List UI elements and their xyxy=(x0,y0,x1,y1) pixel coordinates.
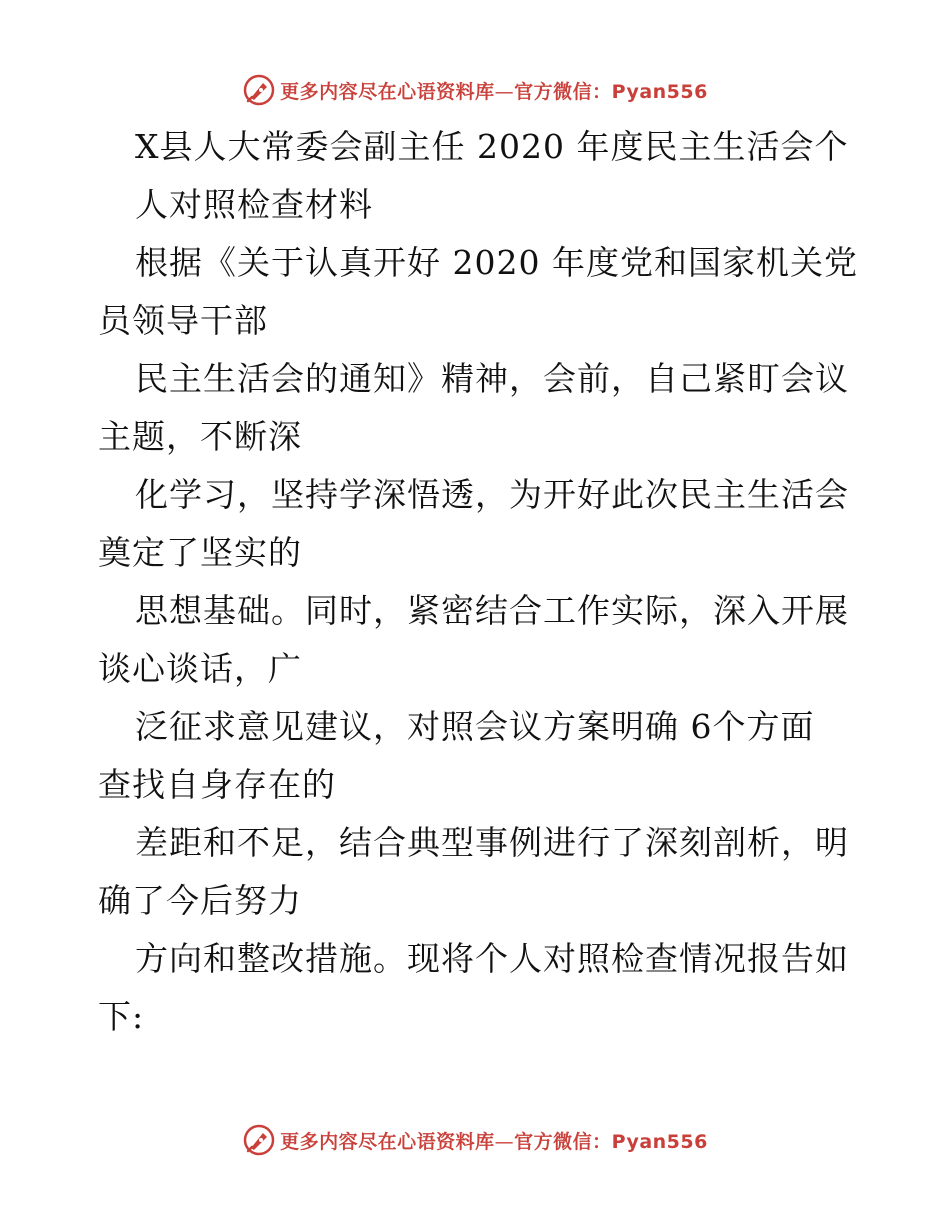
paragraph-line: 员领导干部 xyxy=(98,301,268,340)
paragraph-line: 查找自身存在的 xyxy=(98,765,336,804)
paragraph-line: 谈心谈话，广 xyxy=(98,649,302,688)
paragraph-line: 奠定了坚实的 xyxy=(98,533,302,572)
paragraph-line: 差距和不足，结合典型事例进行了深刻剖析，明 xyxy=(135,823,849,862)
paragraph-line: 民主生活会的通知》精神，会前，自己紧盯会议 xyxy=(135,359,849,398)
paragraph-line: 方向和整改措施。现将个人对照检查情况报告如 xyxy=(135,939,849,978)
paragraph-line: 根据《关于认真开好 2020 年度党和国家机关党 xyxy=(135,243,858,282)
paragraph-line: 思想基础。同时，紧密结合工作实际，深入开展 xyxy=(135,591,849,630)
watermark-wechat: 官方微信：Pyan556 xyxy=(514,80,708,103)
paragraph-line: 泛征求意见建议，对照会议方案明确 6个方面 xyxy=(135,707,815,746)
watermark-brand: 更多内容尽在心语资料库 xyxy=(280,1130,495,1153)
watermark-brand: 更多内容尽在心语资料库 xyxy=(280,80,495,103)
pen-nib-icon xyxy=(242,1123,276,1157)
watermark-separator: — xyxy=(494,80,515,103)
watermark-text xyxy=(280,77,708,104)
watermark-separator: — xyxy=(494,1130,515,1153)
footer-watermark xyxy=(0,1120,950,1160)
paragraph-line: 主题，不断深 xyxy=(98,417,302,456)
pen-nib-icon xyxy=(242,73,276,107)
document-body xyxy=(98,118,858,1046)
title-line-2: 人对照检查材料 xyxy=(135,185,373,224)
paragraph-line: 下: xyxy=(98,997,145,1036)
paragraph-line: 确了今后努力 xyxy=(98,881,302,920)
paragraph-line: 化学习，坚持学深悟透，为开好此次民主生活会 xyxy=(135,475,849,514)
header-watermark xyxy=(0,70,950,110)
watermark-wechat: 官方微信：Pyan556 xyxy=(514,1130,708,1153)
watermark-text xyxy=(280,1127,708,1154)
title-line-1: X县人大常委会副主任 2020 年度民主生活会个 xyxy=(135,127,849,166)
